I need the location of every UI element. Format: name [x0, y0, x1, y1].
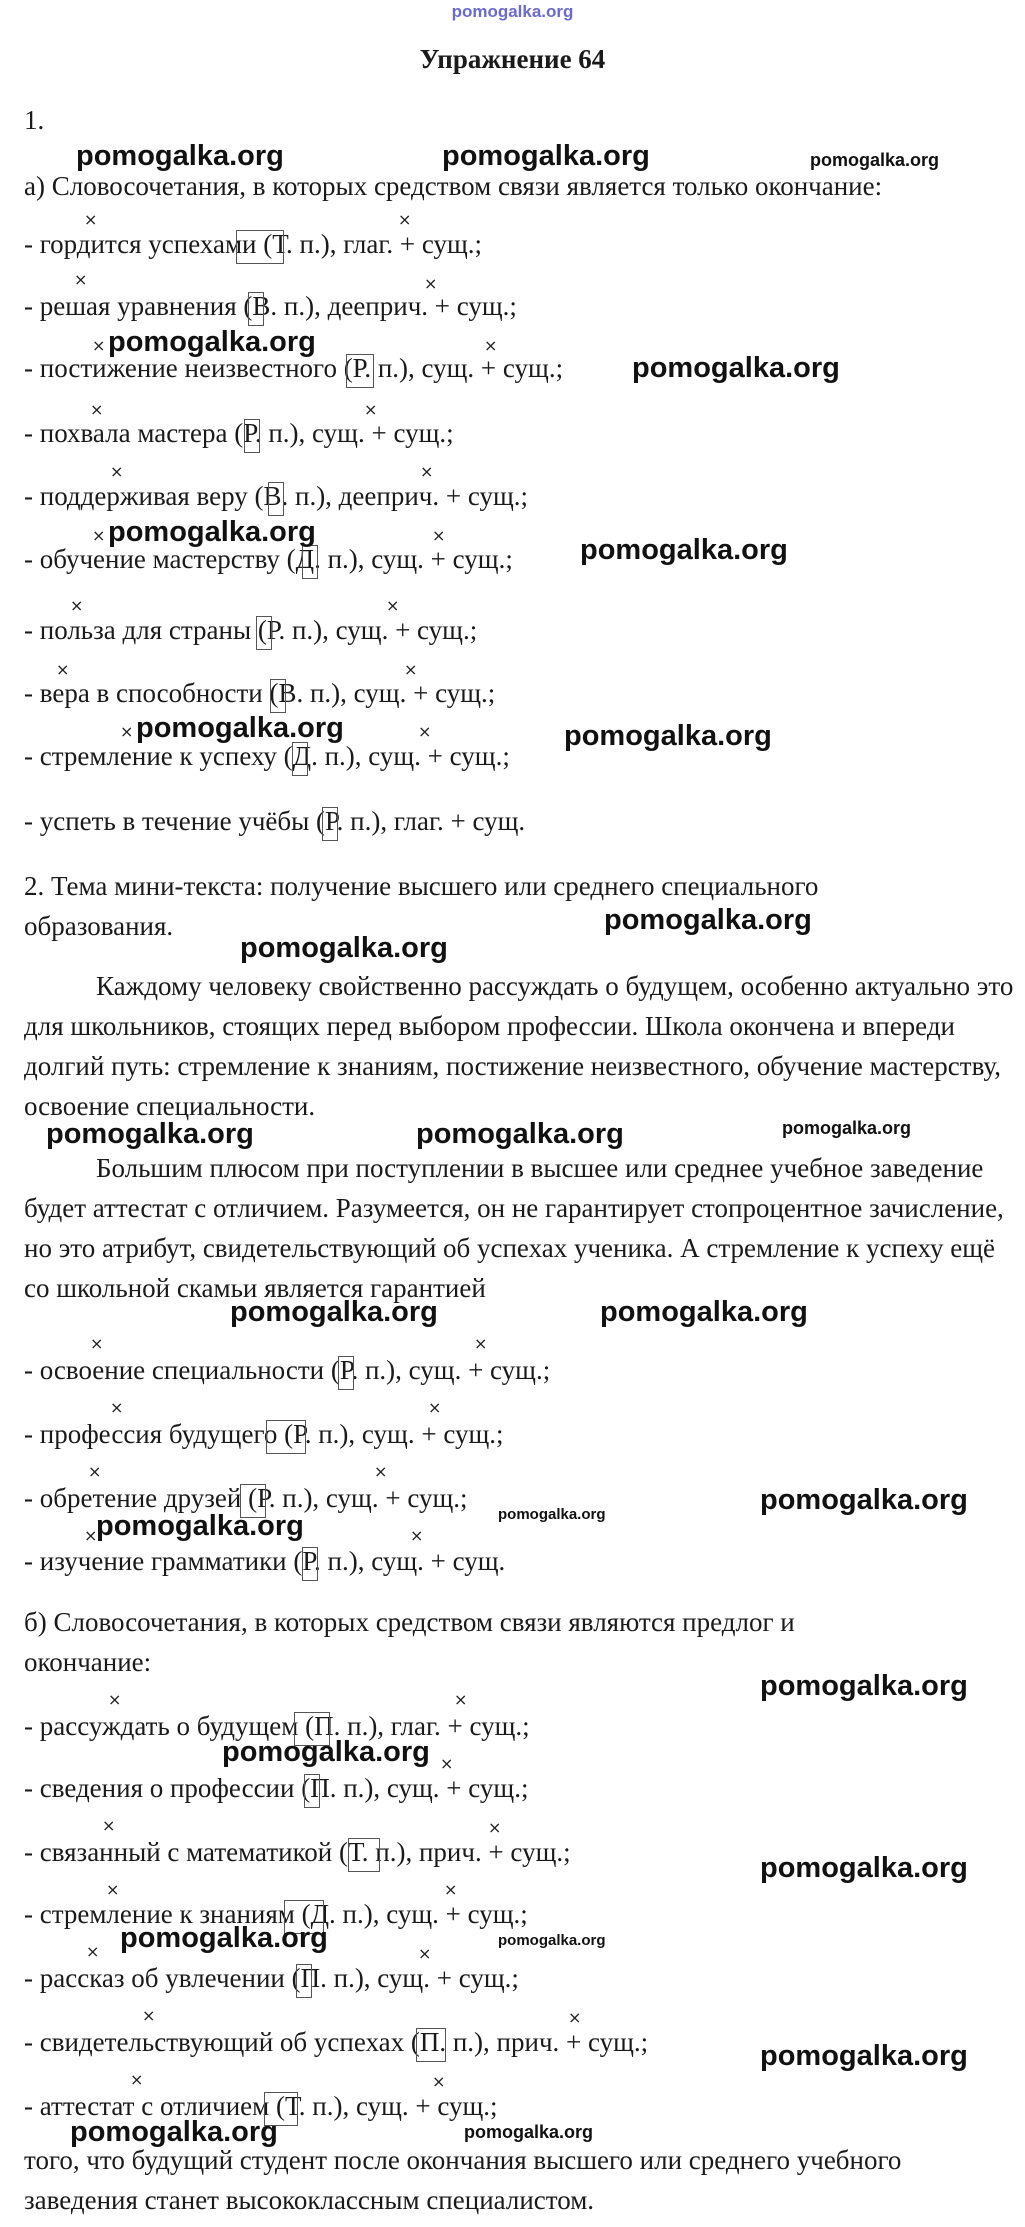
main-word-marker: ×	[420, 462, 434, 481]
main-word-marker: ×	[428, 1398, 442, 1417]
watermark: pomogalka.org	[120, 1922, 328, 1954]
main-word-marker: ×	[488, 1818, 502, 1837]
list-item: - рассказ об увлечении (П. п.), сущ. + сущ.;	[24, 1963, 519, 1993]
list-item: - сведения о профессии (П. п.), сущ. + сущ.;	[24, 1773, 529, 1803]
ending-box	[304, 1774, 320, 1808]
main-word-marker: ×	[440, 1754, 454, 1773]
watermark: pomogalka.org	[464, 2122, 594, 2142]
main-word-marker: ×	[120, 722, 134, 741]
main-word-marker: ×	[398, 210, 412, 229]
watermark: pomogalka.org	[442, 140, 650, 172]
watermark: pomogalka.org	[108, 516, 316, 548]
watermark: pomogalka.org	[230, 1296, 438, 1328]
ending-box	[236, 230, 284, 264]
main-word-marker: ×	[88, 1462, 102, 1481]
main-word-marker: ×	[568, 2008, 582, 2027]
section-number: 1.	[24, 105, 45, 135]
watermark: pomogalka.org	[46, 1118, 254, 1150]
list-item: - стремление к знаниям (Д. п.), сущ. + сущ.;	[24, 1899, 528, 1929]
list-item: - изучение грамматики (Р. п.), сущ. + сущ.	[24, 1546, 506, 1576]
ending-box	[292, 742, 308, 776]
list-item: - свидетельствующий об успехах (П. п.), прич. + сущ.;	[24, 2027, 649, 2057]
ending-box	[268, 482, 284, 516]
main-word-marker: ×	[374, 1462, 388, 1481]
watermark: pomogalka.org	[810, 150, 940, 170]
list-item: - поддерживая веру (В. п.), дееприч. + сущ.;	[24, 481, 529, 511]
main-word-marker: ×	[110, 462, 124, 481]
watermark: pomogalka.org	[498, 1932, 606, 1949]
list-item: - обретение друзей (Р. п.), сущ. + сущ.;	[24, 1483, 468, 1513]
main-word-marker: ×	[84, 1526, 98, 1545]
main-word-marker: ×	[142, 2006, 156, 2025]
ending-box	[244, 419, 260, 453]
text-paragraph	[24, 966, 1014, 1126]
theme-line: 2. Тема мини-текста: получение высшего или среднего специального	[24, 871, 819, 901]
list-item: - профессия будущего (Р. п.), сущ. + сущ.;	[24, 1419, 504, 1449]
paragraph-text: Большим плюсом при поступлении в высшее или среднее учебное заведение будет аттестат с отличием. Разумеется, он не гарантирует стопроцентное зачисление, но это атрибут, свидетельствующий об успехах ученика. А стремление к успеху ещё со школьной скамьи является гарантией	[24, 1153, 1004, 1303]
main-word-marker: ×	[90, 1334, 104, 1353]
main-word-marker: ×	[386, 596, 400, 615]
watermark: pomogalka.org	[222, 1736, 430, 1768]
text-paragraph: того, что будущий студент после окончания высшего или среднего учебного	[24, 2145, 902, 2175]
main-word-marker: ×	[90, 400, 104, 419]
main-word-marker: ×	[102, 1816, 116, 1835]
list-item: - похвала мастера (Р. п.), сущ. + сущ.;	[24, 418, 454, 448]
watermark: pomogalka.org	[782, 1118, 912, 1138]
main-word-marker: ×	[86, 1942, 100, 1961]
watermark: pomogalka.org	[136, 712, 344, 744]
watermark: pomogalka.org	[760, 1852, 968, 1884]
text-paragraph	[24, 1148, 1014, 1308]
main-word-marker: ×	[404, 660, 418, 679]
main-word-marker: ×	[84, 210, 98, 229]
main-word-marker: ×	[418, 722, 432, 741]
main-word-marker: ×	[484, 336, 498, 355]
list-item: - постижение неизвестного (Р. п.), сущ. + сущ.;	[24, 353, 564, 383]
list-item: - решая уравнения (В. п.), дееприч. + сущ.;	[24, 291, 517, 321]
main-word-marker: ×	[454, 1690, 468, 1709]
list-item: - польза для страны (Р. п.), сущ. + сущ.;	[24, 615, 478, 645]
watermark: pomogalka.org	[760, 2040, 968, 2072]
list-item: - аттестат с отличием (Т. п.), сущ. + сущ.;	[24, 2091, 498, 2121]
part-b-heading: б) Словосочетания, в которых средством связи являются предлог и	[24, 1607, 795, 1637]
ending-box	[296, 1964, 312, 1998]
theme-line: образования.	[24, 911, 174, 941]
list-item: - связанный с математикой (Т. п.), прич. + сущ.;	[24, 1837, 571, 1867]
ending-box	[256, 616, 272, 650]
list-item: - гордится успехами (Т. п.), глаг. + сущ.;	[24, 229, 483, 259]
main-word-marker: ×	[474, 1334, 488, 1353]
watermark: pomogalka.org	[632, 352, 840, 384]
watermark: pomogalka.org	[600, 1296, 808, 1328]
ending-box	[248, 292, 264, 326]
ending-box	[338, 1356, 354, 1390]
list-item: - стремление к успеху (Д. п.), сущ. + сущ.;	[24, 741, 510, 771]
main-word-marker: ×	[410, 1526, 424, 1545]
main-word-marker: ×	[424, 274, 438, 293]
ending-box	[302, 545, 318, 579]
ending-box	[270, 679, 286, 713]
watermark: pomogalka.org	[564, 720, 772, 752]
ending-box	[322, 807, 338, 841]
list-item: - обучение мастерству (Д. п.), сущ. + сущ.;	[24, 544, 513, 574]
watermark: pomogalka.org	[760, 1484, 968, 1516]
watermark: pomogalka.org	[604, 904, 812, 936]
ending-box	[302, 1547, 318, 1581]
watermark: pomogalka.org	[760, 1670, 968, 1702]
list-item: - рассуждать о будущем (П. п.), глаг. + сущ.;	[24, 1711, 530, 1741]
paragraph-text: Каждому человеку свойственно рассуждать о будущем, особенно актуально это для школьников, стоящих перед выбором профессии. Школа окончена и впереди долгий путь: стремление к знаниям, постижение неизвестного, обучение мастерству, освоение специальности.	[24, 971, 1014, 1121]
list-item: - освоение специальности (Р. п.), сущ. + сущ.;	[24, 1355, 551, 1385]
list-item: - успеть в течение учёбы (Р. п.), глаг. + сущ.	[24, 806, 526, 836]
watermark: pomogalka.org	[416, 1118, 624, 1150]
main-word-marker: ×	[70, 596, 84, 615]
main-word-marker: ×	[106, 1880, 120, 1899]
top-watermark: pomogalka.org	[451, 2, 574, 21]
part-a-heading: а) Словосочетания, в которых средством связи является только окончание:	[24, 171, 883, 201]
main-word-marker: ×	[444, 1880, 458, 1899]
main-word-marker: ×	[56, 660, 70, 679]
text-paragraph: заведения станет высококлассным специалистом.	[24, 2185, 595, 2215]
main-word-marker: ×	[418, 1944, 432, 1963]
ending-box	[416, 2028, 446, 2062]
main-word-marker: ×	[364, 400, 378, 419]
list-item: - вера в способности (В. п.), сущ. + сущ.;	[24, 678, 496, 708]
main-word-marker: ×	[74, 270, 88, 289]
main-word-marker: ×	[108, 1690, 122, 1709]
main-word-marker: ×	[432, 2072, 446, 2091]
ending-box	[346, 354, 374, 388]
part-b-heading: окончание:	[24, 1647, 152, 1677]
exercise-title: Упражнение 64	[419, 44, 606, 74]
watermark: pomogalka.org	[240, 932, 448, 964]
watermark: pomogalka.org	[76, 140, 284, 172]
main-word-marker: ×	[130, 2070, 144, 2089]
ending-box	[266, 1420, 306, 1454]
watermark: pomogalka.org	[70, 2116, 278, 2148]
watermark: pomogalka.org	[108, 326, 316, 358]
watermark: pomogalka.org	[498, 1506, 606, 1523]
watermark: pomogalka.org	[96, 1510, 304, 1542]
ending-box	[348, 1838, 380, 1872]
main-word-marker: ×	[110, 1398, 124, 1417]
main-word-marker: ×	[92, 526, 106, 545]
watermark: pomogalka.org	[580, 534, 788, 566]
main-word-marker: ×	[92, 336, 106, 355]
main-word-marker: ×	[432, 526, 446, 545]
